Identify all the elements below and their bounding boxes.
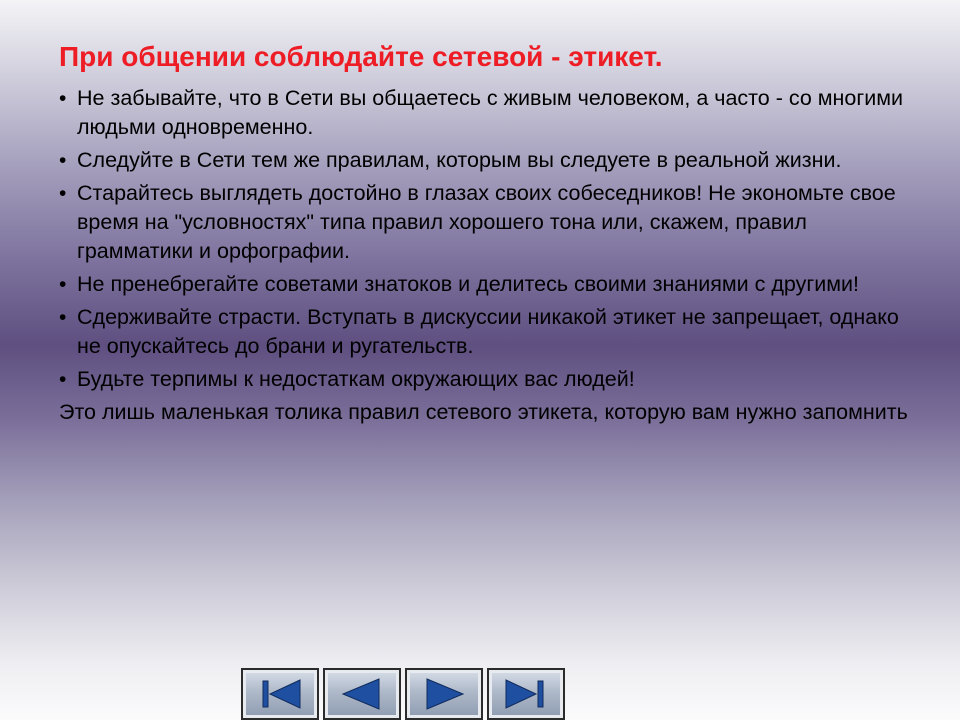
bullet-item: • Не забывайте, что в Сети вы общаетесь с живым человеком, а часто - со многими людьми одновременно.	[59, 84, 909, 142]
slide-title: При общении соблюдайте сетевой - этикет.	[59, 41, 663, 72]
closing-text: Это лишь маленькая толика правил сетевого этикета, которую вам нужно запомнить	[59, 400, 908, 424]
slide-content	[59, 38, 909, 427]
next-slide-icon	[407, 670, 481, 718]
bullet-item: • Сдерживайте страсти. Вступать в дискуссии никакой этикет не запрещает, однако не опускайтесь до брани и ругательств.	[59, 303, 909, 361]
next-slide-button[interactable]	[405, 668, 483, 720]
last-slide-button[interactable]	[487, 668, 565, 720]
bullet-item: • Следуйте в Сети тем же правилам, которым вы следуете в реальной жизни.	[59, 146, 909, 175]
bullet-item: • Не пренебрегайте советами знатоков и делитесь своими знаниями с другими!	[59, 270, 909, 299]
slide-navigation	[241, 668, 565, 720]
bullet-list	[59, 84, 909, 394]
previous-slide-icon	[325, 670, 399, 718]
bullet-item: • Старайтесь выглядеть достойно в глазах своих собеседников! Не экономьте свое время на "условностях" типа правил хорошего тона или, скажем, правил грамматики и орфографии.	[59, 179, 909, 266]
last-slide-icon	[489, 670, 563, 718]
bullet-item: • Будьте терпимы к недостаткам окружающих вас людей!	[59, 365, 909, 394]
first-slide-icon	[243, 670, 317, 718]
first-slide-button[interactable]	[241, 668, 319, 720]
previous-slide-button[interactable]	[323, 668, 401, 720]
